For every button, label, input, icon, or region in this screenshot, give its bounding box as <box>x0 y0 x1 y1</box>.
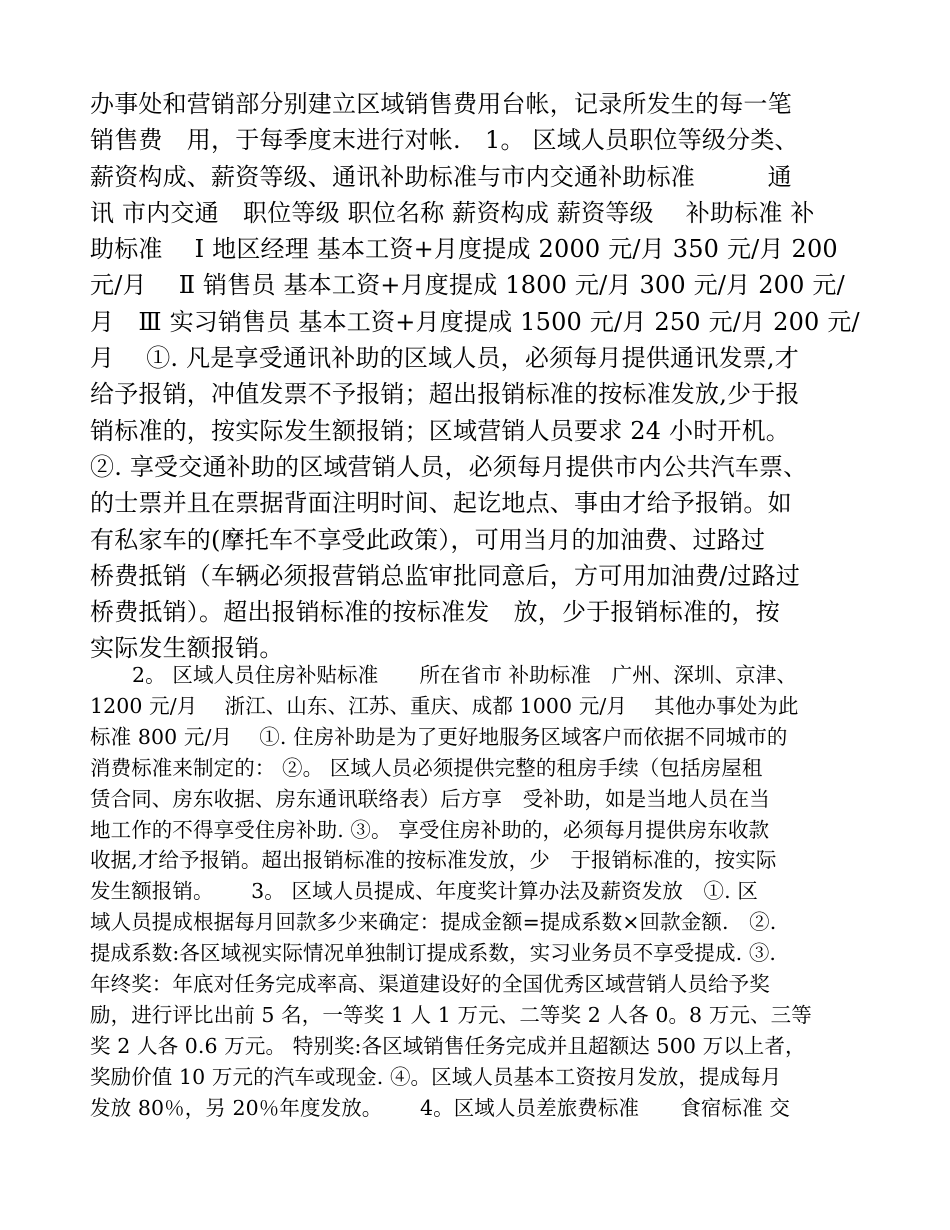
paragraph-line: 实际发生额报销。 <box>90 634 284 663</box>
paragraph-line <box>90 660 865 691</box>
paragraph-line: 收据,才给予报销。超出报销标准的按标准发放，少 于报销标准的，按实际 <box>90 848 777 873</box>
paragraph-line: 月 ①. 凡是享受通讯补助的区域人员，必须每月提供通讯发票,才 <box>90 344 799 373</box>
paragraph-line: 年终奖：年底对任务完成率高、渠道建设好的全国优秀区域营销人员给予奖 <box>90 972 770 997</box>
paragraph-line: 销标准的，按实际发生额报销；区域营销人员要求 24 小时开机。 <box>90 416 790 445</box>
paragraph-line: 办事处和营销部分别建立区域销售费用台帐，记录所发生的每一笔 <box>90 90 792 118</box>
paragraph-line: 励，进行评比出前 5 名，一等奖 1 人 1 万元、二等奖 2 人各 0。8 万元、三等 <box>90 1002 812 1027</box>
paragraph-line: 有私家车的(摩托车不享受此政策），可用当月的加油费、过路过 <box>90 525 766 554</box>
paragraph-line: 给予报销，冲值发票不予报销；超出报销标准的按标准发放,少于报 <box>90 380 800 409</box>
paragraph-line: 域人员提成根据每月回款多少来确定：提成金额=提成系数×回款金额. ②. <box>90 910 777 935</box>
paragraph-line: 桥费抵销）。超出报销标准的按标准发 放，少于报销标准的，按 <box>90 598 780 627</box>
paragraph-line: 月 Ⅲ 实习销售员 基本工资+月度提成 1500 元/月 250 元/月 200 元/ <box>90 307 860 336</box>
paragraph-line: 奖 2 人各 0.6 万元。 特别奖:各区域销售任务完成并且超额达 500 万以上者， <box>90 1033 806 1058</box>
paragraph-line-text: 2。 区域人员住房补贴标准 所在省市 补助标准 广州、深圳、京津、 <box>132 663 797 687</box>
paragraph-line: 赁合同、房东收据、房东通讯联络表）后方享 受补助，如是当地人员在当 <box>90 786 770 811</box>
paragraph-line: 发生额报销。 3。 区域人员提成、年度奖计算办法及薪资发放 ①. 区 <box>90 879 758 904</box>
paragraph-housing-bonus-travel-standards <box>90 660 865 1124</box>
paragraph-expense-and-salary-standards <box>90 86 865 667</box>
paragraph-line: 消费标准来制定的： ②。 区域人员必须提供完整的租房手续（包括房屋租 <box>90 755 763 780</box>
paragraph-line: 标准 800 元/月 ①. 住房补助是为了更好地服务区域客户而依据不同城市的 <box>90 724 788 749</box>
paragraph-line: 销售费 用，于每季度末进行对帐. 1。 区域人员职位等级分类、 <box>90 126 799 155</box>
paragraph-line: 讯 市内交通 职位等级 职位名称 薪资构成 薪资等级 补助标准 补 <box>90 198 815 227</box>
paragraph-line: ②. 享受交通补助的区域营销人员，必须每月提供市内公共汽车票、 <box>90 452 808 481</box>
paragraph-line: 助标准 Ⅰ 地区经理 基本工资+月度提成 2000 元/月 350 元/月 200 <box>90 235 838 264</box>
paragraph-line: 1200 元/月 浙江、山东、江苏、重庆、成都 1000 元/月 其他办事处为此 <box>90 693 799 718</box>
paragraph-line: 地工作的不得享受住房补助. ③。 享受住房补助的，必须每月提供房东收款 <box>90 817 770 842</box>
paragraph-line: 元/月 Ⅱ 销售员 基本工资+月度提成 1800 元/月 300 元/月 200 元/ <box>90 271 845 300</box>
paragraph-line: 奖励价值 10 万元的汽车或现金. ④。区域人员基本工资按月发放，提成每月 <box>90 1064 782 1089</box>
paragraph-line: 提成系数:各区域视实际情况单独制订提成系数，实习业务员不享受提成. ③. <box>90 941 777 966</box>
paragraph-line: 的士票并且在票据背面注明时间、起讫地点、事由才给予报销。如 <box>90 489 792 518</box>
paragraph-line: 发放 80％，另 20％年度发放。 4。区域人员差旅费标准 食宿标准 交 <box>90 1095 790 1120</box>
paragraph-line: 桥费抵销（车辆必须报营销总监审批同意后，方可用加油费/过路过 <box>90 561 801 590</box>
paragraph-line: 薪资构成、薪资等级、通讯补助标准与市内交通补助标准 通 <box>90 162 792 191</box>
